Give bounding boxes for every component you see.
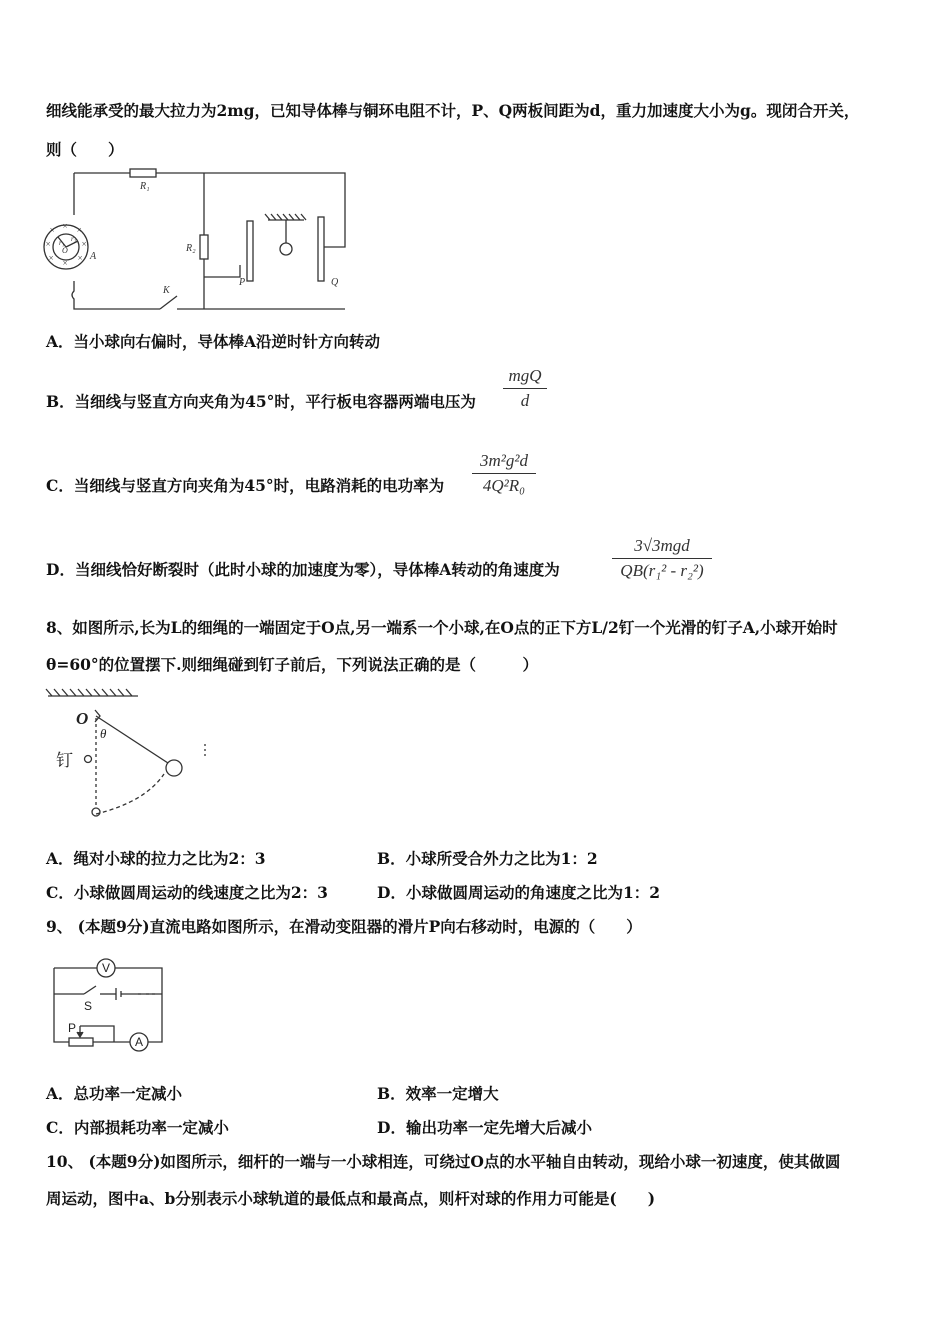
- q10-stem-line2: 周运动，图中a、b分别表示小球轨道的最低点和最高点，则杆对球的作用力可能是( ): [46, 1189, 656, 1208]
- q8-option-d[interactable]: D．小球做圆周运动的角速度之比为1：2: [377, 883, 661, 902]
- q7-stem-line2: 则（ ）: [46, 140, 124, 159]
- q9-option-c[interactable]: C．内部损耗功率一定减小: [46, 1118, 229, 1137]
- q10-stem-line1: 10、 (本题9分)如图所示，细杆的一端与一小球相连，可绕过O点的水平轴自由转动，现给小球一初速度，使其做圆: [46, 1152, 841, 1171]
- label-s: S: [84, 999, 93, 1013]
- q9-option-b[interactable]: B．效率一定增大: [377, 1084, 499, 1103]
- q9-stem: 9、 (本题9分)直流电路如图所示，在滑动变阻器的滑片P向右移动时，电源的（ ）: [46, 917, 642, 936]
- svg-text:×: ×: [49, 225, 56, 235]
- svg-text:×: ×: [76, 225, 83, 235]
- q7-option-c-fraction: [472, 451, 536, 496]
- label-o: O: [76, 709, 89, 728]
- q7-option-d-denominator: QB(r₁² - r₂²): [620, 561, 704, 580]
- q7-option-d[interactable]: D．当细线恰好断裂时（此时小球的加速度为零），导体棒A转动的角速度为: [46, 560, 560, 579]
- q7-option-d-numerator: 3√3mgd: [612, 536, 712, 559]
- q7-circuit-figure: [40, 165, 360, 315]
- label-r1: R₁: [140, 181, 150, 192]
- svg-text:×: ×: [77, 253, 84, 263]
- q7-option-b-denominator: d: [520, 391, 530, 410]
- label-ring-r2: r₂: [71, 235, 77, 243]
- q7-option-d-fraction: [612, 536, 712, 581]
- q8-pendulum-figure: [40, 680, 220, 825]
- q8-stem-line1: 8、如图所示,长为L的细绳的一端固定于O点,另一端系一个小球,在O点的正下方L/2钉一个光滑的钉子A,小球开始时: [46, 618, 838, 637]
- label-p: P: [68, 1021, 77, 1035]
- label-ring-r1: r₁: [59, 239, 65, 247]
- q7-stem-line1: 细线能承受的最大拉力为2mg，已知导体棒与铜环电阻不计，P、Q两板间距为d，重力加速度大小为g。现闭合开关，: [46, 101, 860, 120]
- svg-text:×: ×: [62, 258, 69, 268]
- q7-option-b-numerator: mgQ: [503, 366, 547, 389]
- q9-option-d[interactable]: D．输出功率一定先增大后减小: [377, 1118, 592, 1137]
- label-v: V: [102, 961, 111, 975]
- svg-text:×: ×: [45, 239, 52, 249]
- label-a: A: [90, 251, 97, 262]
- q8-option-a[interactable]: A．绳对小球的拉力之比为2：3: [46, 849, 266, 868]
- svg-text:×: ×: [48, 253, 55, 263]
- q7-option-c-numerator: 3m²g²d: [472, 451, 536, 474]
- label-a: A: [135, 1035, 144, 1049]
- q8-option-c[interactable]: C．小球做圆周运动的线速度之比为2：3: [46, 883, 328, 902]
- label-nail: 钉: [56, 751, 73, 770]
- q8-stem-line2: θ=60°的位置摆下.则细绳碰到钉子前后，下列说法正确的是（ ）: [46, 655, 539, 674]
- q9-circuit-figure: [44, 952, 174, 1057]
- q7-option-a[interactable]: A．当小球向右偏时，导体棒A沿逆时针方向转动: [46, 332, 381, 351]
- q7-option-c[interactable]: C．当细线与竖直方向夹角为45°时，电路消耗的电功率为: [46, 476, 445, 495]
- q9-option-a[interactable]: A．总功率一定减小: [46, 1084, 183, 1103]
- svg-text:×: ×: [81, 239, 88, 249]
- svg-text:×: ×: [62, 221, 69, 231]
- label-p: P: [239, 277, 246, 288]
- q7-option-b-fraction: [503, 366, 547, 411]
- q7-option-b[interactable]: B．当细线与竖直方向夹角为45°时，平行板电容器两端电压为: [46, 392, 476, 411]
- label-q: Q: [331, 277, 339, 288]
- q8-option-b[interactable]: B．小球所受合外力之比为1：2: [377, 849, 598, 868]
- label-theta: θ: [100, 726, 107, 741]
- label-r2: R₂: [186, 243, 196, 254]
- label-ring-o: O: [62, 246, 68, 255]
- q7-option-c-denominator: 4Q²R₀: [482, 476, 526, 495]
- label-k: K: [163, 285, 170, 296]
